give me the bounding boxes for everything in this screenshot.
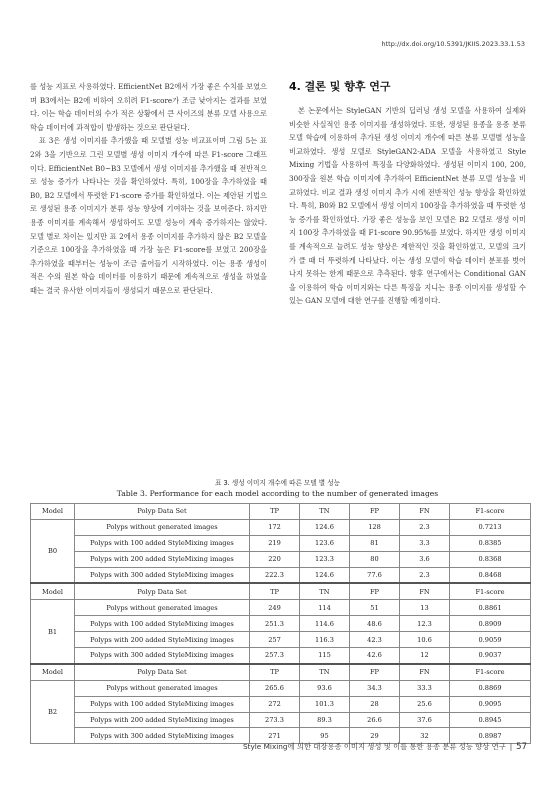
value-cell: 3.6 xyxy=(400,551,450,567)
body-paragraph: 를 성능 지표로 사용하였다. EfficientNet B2에서 가장 좋은 수치를 보였으며 B3에서는 B2에 비하여 오히려 F1-score가 조금 낮아지는 결과를 보였다. 이는 학습 데이터의 수가 적은 상황에서 큰 사이즈의 분류 모델 사용으로 학습 데이터에 과적합이 발생하는 것으로 판단된다. xyxy=(30,82,267,132)
body-paragraph: 표 3은 생성 이미지를 추가했을 때 모델별 성능 비교표이며 그림 5는 표 2와 3을 기반으로 그린 모델별 생성 이미지 개수에 따른 F1-score 그래프이다. EfficientNet B0~B3 모델에서 생성 이미지를 추가했을 때 전반적으로 성능 증가가 나타나는 것을 확인하였다. 특히, 100장을 추가하였을 때 B0, B2 모델에서 뚜렷한 F1-score 증가를 확인하였다. 이는 제안된 기법으로 생성된 용종 이미지가 분류 성능 향상에 기여하는 것을 보여준다. 하지만 용종 이미지를 계속해서 생성하여도 모델 성능이 계속 증가하지는 않았다. 모델 별로 차이는 있지만 표 2에서 용종 이미지를 추가하지 않은 B2 모델을 기준으로 100장을 추가하였을 때 가장 높은 F1-score를 보였고 200장을 추가하였을 때부터는 성능이 조금 줄어들기 시작하였다. 이는 용종 생성이 적은 수의 원본 학습 데이터를 이용하기 때문에 계속적으로 생성을 하였을 때는 결국 유사한 이미지들이 생성되기 때문으로 판단된다. xyxy=(30,136,267,295)
right-text-column xyxy=(289,80,526,308)
value-cell: 124.6 xyxy=(300,567,350,583)
footer-separator: | xyxy=(509,742,513,751)
table-row xyxy=(31,680,531,696)
value-cell: 0.7213 xyxy=(450,519,531,535)
dataset-cell: Polyps with 200 added StyleMixing images xyxy=(75,632,250,648)
column-header: TP xyxy=(250,583,300,599)
table-row xyxy=(31,519,531,535)
value-cell: 48.6 xyxy=(350,616,400,632)
column-header: TN xyxy=(300,664,350,680)
column-header: FN xyxy=(400,583,450,599)
value-cell: 0.9095 xyxy=(450,696,531,712)
column-header: F1-score xyxy=(450,583,531,599)
dataset-cell: Polyps with 300 added StyleMixing images xyxy=(75,567,250,583)
value-cell: 0.8909 xyxy=(450,616,531,632)
dataset-cell: Polyps with 100 added StyleMixing images xyxy=(75,696,250,712)
table-row xyxy=(31,567,531,583)
value-cell: 34.3 xyxy=(350,680,400,696)
doi-link[interactable]: http://dx.doi.org/10.5391/JKIIS.2023.33.1.53 xyxy=(381,40,525,48)
value-cell: 2.3 xyxy=(400,519,450,535)
column-header: Model xyxy=(31,664,75,680)
value-cell: 29 xyxy=(350,728,400,744)
value-cell: 13 xyxy=(400,600,450,616)
value-cell: 0.8385 xyxy=(450,535,531,551)
value-cell: 26.6 xyxy=(350,712,400,728)
table-row xyxy=(31,632,531,648)
column-header: TN xyxy=(300,504,350,520)
column-header: FN xyxy=(400,504,450,520)
column-header: Model xyxy=(31,583,75,599)
value-cell: 51 xyxy=(350,600,400,616)
value-cell: 25.6 xyxy=(400,696,450,712)
value-cell: 123.6 xyxy=(300,535,350,551)
value-cell: 32 xyxy=(400,728,450,744)
value-cell: 37.6 xyxy=(400,712,450,728)
page-number: 57 xyxy=(516,742,527,752)
value-cell: 2.3 xyxy=(400,567,450,583)
table-row xyxy=(31,551,531,567)
column-header: FP xyxy=(350,583,400,599)
column-header: F1-score xyxy=(450,504,531,520)
value-cell: 0.8869 xyxy=(450,680,531,696)
model-cell: B1 xyxy=(31,600,75,664)
value-cell: 249 xyxy=(250,600,300,616)
column-header: Polyp Data Set xyxy=(75,583,250,599)
performance-table xyxy=(30,503,531,744)
value-cell: 251.3 xyxy=(250,616,300,632)
table-caption-english: Table 3. Performance for each model according to the number of generated images xyxy=(116,489,439,498)
column-header: TN xyxy=(300,583,350,599)
value-cell: 28 xyxy=(350,696,400,712)
dataset-cell: Polyps without generated images xyxy=(75,680,250,696)
page-footer xyxy=(243,742,527,752)
table-row xyxy=(31,535,531,551)
dataset-cell: Polyps with 100 added StyleMixing images xyxy=(75,616,250,632)
column-header: TP xyxy=(250,504,300,520)
column-header: TP xyxy=(250,664,300,680)
value-cell: 101.3 xyxy=(300,696,350,712)
dataset-cell: Polyps with 200 added StyleMixing images xyxy=(75,712,250,728)
value-cell: 273.3 xyxy=(250,712,300,728)
value-cell: 128 xyxy=(350,519,400,535)
value-cell: 42.6 xyxy=(350,648,400,664)
value-cell: 10.6 xyxy=(400,632,450,648)
value-cell: 219 xyxy=(250,535,300,551)
table-row xyxy=(31,600,531,616)
table-row xyxy=(31,648,531,664)
table-row xyxy=(31,696,531,712)
value-cell: 93.6 xyxy=(300,680,350,696)
value-cell: 3.3 xyxy=(400,535,450,551)
model-cell: B0 xyxy=(31,519,75,583)
value-cell: 114.6 xyxy=(300,616,350,632)
column-header: FN xyxy=(400,664,450,680)
dataset-cell: Polyps with 300 added StyleMixing images xyxy=(75,728,250,744)
column-header: Polyp Data Set xyxy=(75,504,250,520)
value-cell: 81 xyxy=(350,535,400,551)
value-cell: 0.9059 xyxy=(450,632,531,648)
value-cell: 42.3 xyxy=(350,632,400,648)
dataset-cell: Polyps with 300 added StyleMixing images xyxy=(75,648,250,664)
dataset-cell: Polyps with 200 added StyleMixing images xyxy=(75,551,250,567)
value-cell: 95 xyxy=(300,728,350,744)
value-cell: 265.6 xyxy=(250,680,300,696)
table-header-row xyxy=(31,664,531,680)
dataset-cell: Polyps without generated images xyxy=(75,600,250,616)
table-caption-korean: 표 3. 생성 이미지 개수에 따른 모델 별 성능 xyxy=(215,479,340,487)
value-cell: 12.3 xyxy=(400,616,450,632)
table-header-row xyxy=(31,504,531,520)
section-heading: 4. 결론 및 향후 연구 xyxy=(289,80,391,93)
value-cell: 0.8368 xyxy=(450,551,531,567)
value-cell: 172 xyxy=(250,519,300,535)
value-cell: 116.3 xyxy=(300,632,350,648)
value-cell: 114 xyxy=(300,600,350,616)
table-row xyxy=(31,712,531,728)
value-cell: 271 xyxy=(250,728,300,744)
column-header: FP xyxy=(350,664,400,680)
table-row xyxy=(31,616,531,632)
value-cell: 89.3 xyxy=(300,712,350,728)
value-cell: 0.8987 xyxy=(450,728,531,744)
value-cell: 115 xyxy=(300,648,350,664)
body-paragraph: 본 논문에서는 StyleGAN 기반의 딥러닝 생성 모델을 사용하여 실제와 비슷한 사실적인 용종 이미지를 생성하였다. 또한, 생성된 용종을 용종 분류 모델 학습에 이용하여 추가된 생성 이미지 개수에 따른 분류 모델별 성능을 비교하였다. 생성 모델로 StyleGAN2-ADA 모델을 사용하였고 Style Mixing 기법을 사용하여 특징을 다양화하였다. 생성된 이미지 100, 200, 300장을 원본 학습 이미지에 추가하여 EfficientNet 분류 모델 성능을 비교하였다. 비교 결과 생성 이미지 추가 시에 전반적인 성능 향상을 확인하였다. 특히, B0와 B2 모델에서 생성 이미지 100장을 추가하였을 때 뚜렷한 성능 증가를 확인하였다. 가장 좋은 성능을 보인 모델은 B2 모델로 생성 이미지 100장 추가하였을 때 F1-score 90.95%를 보였다. 하지만 생성 이미지를 계속적으로 늘려도 성능 향상은 제한적인 것을 확인하였고, 모델의 크기가 클 때 더 뚜렷하게 나타났다. 이는 생성 모델이 학습 데이터 분포를 벗어나지 못하는 한계 때문으로 추측된다. 향후 연구에서는 Conditional GAN을 이용하여 학습 이미지와는 다른 특징을 지니는 용종 이미지를 생성할 수 있는 GAN 모델에 대한 연구를 진행할 예정이다. xyxy=(289,106,526,306)
value-cell: 0.9037 xyxy=(450,648,531,664)
column-header: Polyp Data Set xyxy=(75,664,250,680)
value-cell: 222.3 xyxy=(250,567,300,583)
value-cell: 220 xyxy=(250,551,300,567)
column-header: Model xyxy=(31,504,75,520)
value-cell: 0.8945 xyxy=(450,712,531,728)
value-cell: 124.6 xyxy=(300,519,350,535)
value-cell: 257 xyxy=(250,632,300,648)
value-cell: 0.8861 xyxy=(450,600,531,616)
value-cell: 12 xyxy=(400,648,450,664)
value-cell: 0.8468 xyxy=(450,567,531,583)
model-cell: B2 xyxy=(31,680,75,744)
value-cell: 77.6 xyxy=(350,567,400,583)
dataset-cell: Polyps without generated images xyxy=(75,519,250,535)
left-text-column xyxy=(30,80,267,298)
value-cell: 272 xyxy=(250,696,300,712)
value-cell: 33.3 xyxy=(400,680,450,696)
table-caption xyxy=(0,478,555,499)
column-header: F1-score xyxy=(450,664,531,680)
dataset-cell: Polyps with 100 added StyleMixing images xyxy=(75,535,250,551)
value-cell: 257.3 xyxy=(250,648,300,664)
running-title: Style Mixing에 의한 대장용종 이미지 생성 및 이를 통한 용종 분류 성능 향상 연구 xyxy=(242,742,506,751)
value-cell: 123.3 xyxy=(300,551,350,567)
value-cell: 80 xyxy=(350,551,400,567)
table-header-row xyxy=(31,583,531,599)
column-header: FP xyxy=(350,504,400,520)
